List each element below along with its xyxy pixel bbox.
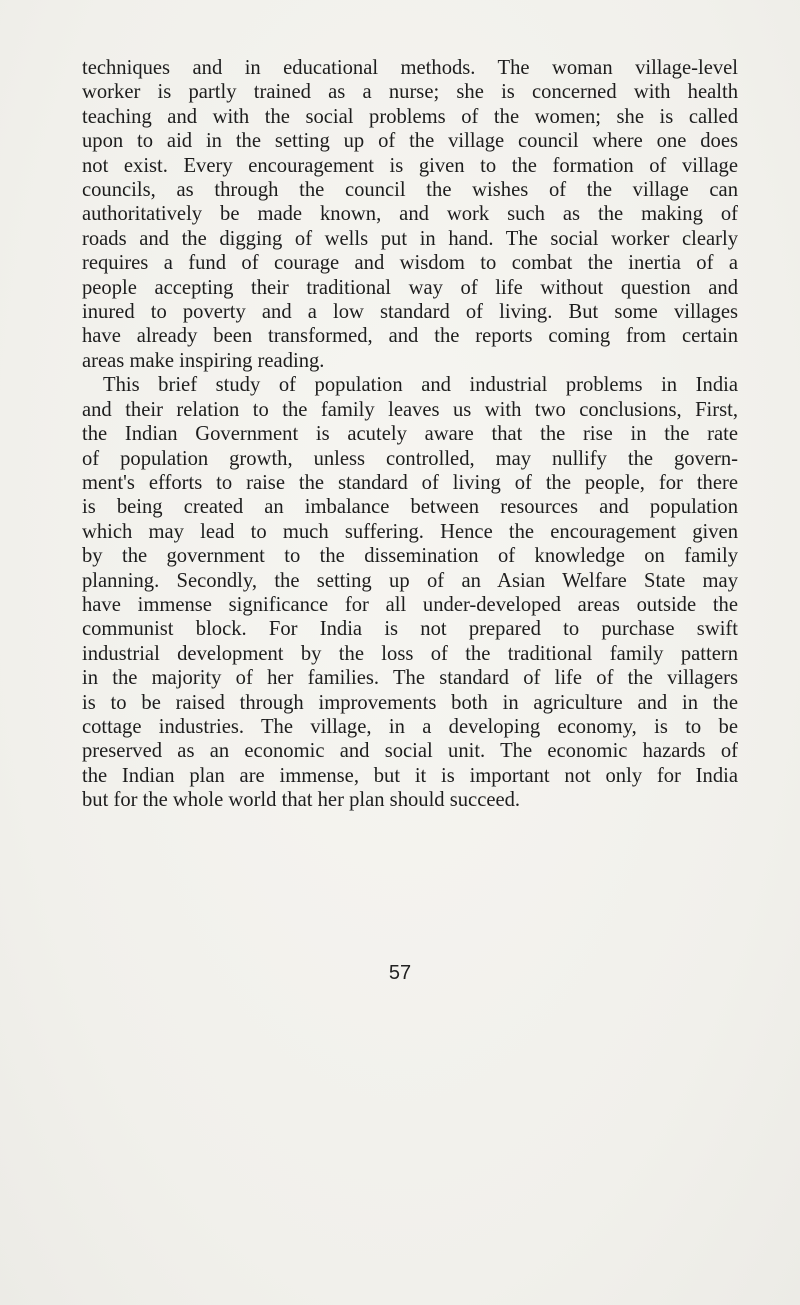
text-line: councils, as through the council the wishes of the village can [82,179,738,202]
text-line: teaching and with the social problems of the women; she is called [82,105,738,128]
text-line: have already been transformed, and the reports coming from certain [82,325,738,348]
text-line: and their relation to the family leaves us with two conclusions, First, [82,398,738,421]
body-text [82,56,738,813]
text-line: authoritatively be made known, and work such as the making of [82,203,738,226]
text-line: is being created an imbalance between resources and population [82,496,738,519]
text-line: inured to poverty and a low standard of living. But some villages [82,301,738,324]
text-line: communist block. For India is not prepared to purchase swift [82,618,738,641]
text-line: techniques and in educational methods. The woman village-level [82,57,738,79]
text-line: the Indian Government is acutely aware that the rise in the rate [82,423,738,446]
text-line: cottage industries. The village, in a developing economy, is to be [82,715,738,738]
text-line: have immense significance for all under-developed areas outside the [82,593,738,616]
text-line: areas make inspiring reading. [82,349,325,372]
text-line: people accepting their traditional way of life without question and [82,276,738,299]
text-line: This brief study of population and industrial problems in India [103,374,738,397]
text-line: the Indian plan are immense, but it is important not only for India [82,764,738,787]
text-line: of population growth, unless controlled, may nullify the govern- [82,447,738,470]
text-line: is to be raised through improvements both in agriculture and in the [82,691,738,714]
paragraph-1 [82,56,738,373]
text-line: not exist. Every encouragement is given to the formation of village [82,154,738,177]
text-line: ment's efforts to raise the standard of living of the people, for there [82,471,738,494]
text-line: industrial development by the loss of the traditional family pattern [82,642,738,665]
text-line: which may lead to much suffering. Hence the encouragement given [82,520,738,543]
text-line: upon to aid in the setting up of the village council where one does [82,130,738,153]
text-line: roads and the digging of wells put in hand. The social worker clearly [82,227,738,250]
text-line: but for the whole world that her plan should succeed. [82,789,521,812]
text-line: preserved as an economic and social unit. The economic hazards of [82,740,738,763]
paragraph-2 [82,373,738,812]
text-line: requires a fund of courage and wisdom to combat the inertia of a [82,252,738,275]
text-line: worker is partly trained as a nurse; she is concerned with health [82,81,738,104]
page-number: 57 [388,962,412,984]
text-line: in the majority of her families. The standard of life of the villagers [82,667,738,690]
text-line: by the government to the dissemination of knowledge on family [82,545,738,568]
text-line: planning. Secondly, the setting up of an Asian Welfare State may [82,569,738,592]
